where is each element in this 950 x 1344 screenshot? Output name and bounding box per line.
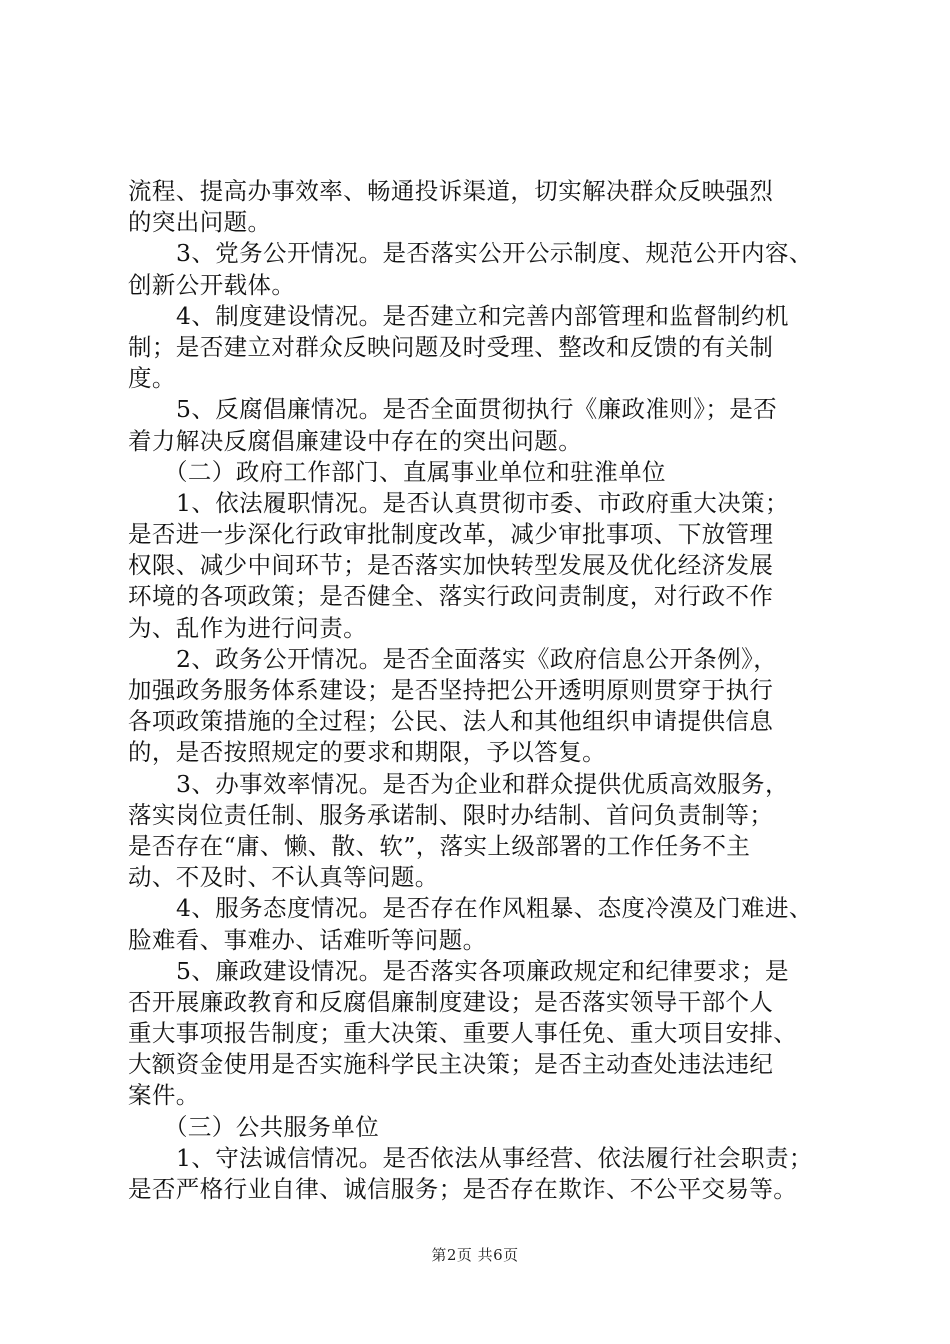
paragraph-start-line: 1、依法履职情况。是否认真贯彻市委、市政府重大决策； (176, 488, 789, 517)
text-line: 的突出问题。 (128, 208, 272, 237)
text-line: 案件。 (128, 1081, 200, 1110)
text-line: 的，是否按照规定的要求和期限，予以答复。 (128, 738, 606, 767)
text-line: 权限、减少中间环节；是否落实加快转型发展及优化经济发展 (128, 551, 774, 580)
paragraph-start-line: 3、办事效率情况。是否为企业和群众提供优质高效服务， (176, 769, 789, 798)
text-line: 着力解决反腐倡廉建设中存在的突出问题。 (128, 426, 583, 455)
paragraph-start-line: 4、服务态度情况。是否存在作风粗暴、态度冷漠及门难进、 (176, 894, 813, 923)
text-line: 落实岗位责任制、服务承诺制、限时办结制、首问负责制等； (128, 800, 774, 829)
text-line: 大额资金使用是否实施科学民主决策；是否主动查处违法违纪 (128, 1050, 774, 1079)
text-line: 重大事项报告制度；重大决策、重要人事任免、重大项目安排、 (128, 1019, 798, 1048)
paragraph-start-line: 5、反腐倡廉情况。是否全面贯彻执行《廉政准则》；是否 (176, 395, 778, 424)
paragraph-start-line: 3、党务公开情况。是否落实公开公示制度、规范公开内容、 (176, 239, 813, 268)
section-heading: （三）公共服务单位 (164, 1112, 380, 1141)
text-line: 动、不及时、不认真等问题。 (128, 863, 439, 892)
text-line: 是否进一步深化行政审批制度改革，减少审批事项、下放管理 (128, 520, 774, 549)
section-heading: （二）政府工作部门、直属事业单位和驻淮单位 (164, 457, 666, 486)
text-line: 环境的各项政策；是否健全、落实行政问责制度，对行政不作 (128, 582, 774, 611)
paragraph-start-line: 5、廉政建设情况。是否落实各项廉政规定和纪律要求；是 (176, 956, 789, 985)
text-line: 是否严格行业自律、诚信服务；是否存在欺诈、不公平交易等。 (128, 1175, 798, 1203)
document-body (128, 176, 840, 1205)
text-line: 是否存在“庸、懒、散、软”，落实上级部署的工作任务不主 (128, 831, 751, 860)
text-line: 否开展廉政教育和反腐倡廉制度建设；是否落实领导干部个人 (128, 987, 774, 1016)
text-line: 脸难看、事难办、话难听等问题。 (128, 925, 487, 954)
text-line: 流程、提高办事效率、畅通投诉渠道，切实解决群众反映强烈 (128, 177, 774, 205)
page-footer: 第2页 共6页 (431, 1246, 519, 1264)
text-line: 各项政策措施的全过程；公民、法人和其他组织申请提供信息 (128, 707, 774, 736)
paragraph-start-line: 4、制度建设情况。是否建立和完善内部管理和监督制约机 (176, 301, 789, 330)
text-line: 度。 (128, 364, 176, 393)
text-line: 加强政务服务体系建设；是否坚持把公开透明原则贯穿于执行 (128, 676, 774, 704)
paragraph-start-line: 1、守法诚信情况。是否依法从事经营、依法履行社会职责； (176, 1143, 813, 1172)
text-line: 为、乱作为进行问责。 (128, 613, 367, 642)
paragraph-start-line: 2、政务公开情况。是否全面落实《政府信息公开条例》， (176, 644, 778, 673)
text-line: 制；是否建立对群众反映问题及时受理、整改和反馈的有关制 (128, 332, 774, 361)
text-line: 创新公开载体。 (128, 270, 296, 299)
